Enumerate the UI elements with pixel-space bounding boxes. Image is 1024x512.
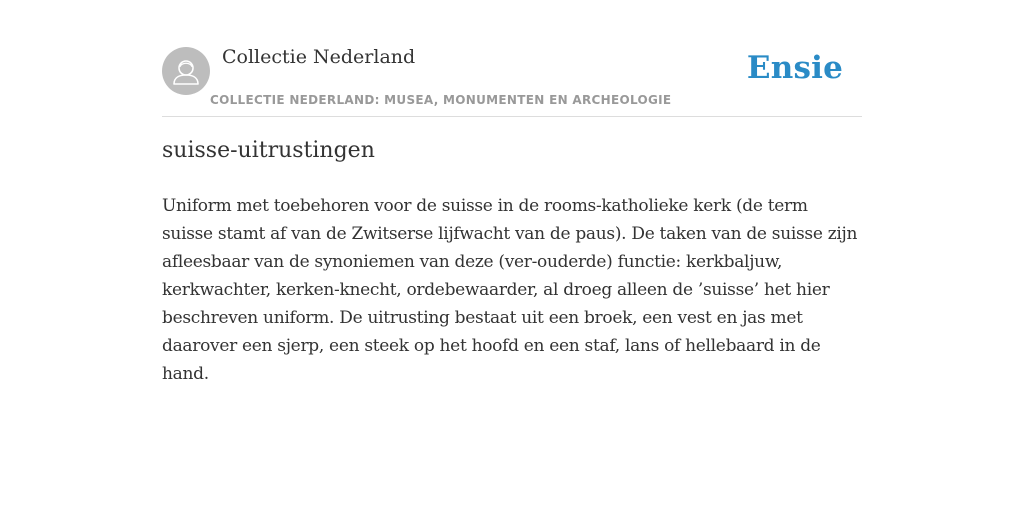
entry-body: Uniform met toebehoren voor de suisse in de rooms-katholieke kerk (de term suisse stamt af van de Zwitserse lijfwacht van de paus). De taken van de suisse zijn afleesbaar van de synoniemen van deze (ver-ouderde) functie: kerkbaljuw, kerkwachter, kerken-knecht, ordebewaarder, al droeg alleen de ’suisse’ het hier beschreven uniform. De uitrusting bestaat uit een broek, een vest en jas met daarover een sjerp, een steek op het hoofd en een staf, lans of hellebaard in de hand. [162,196,858,384]
ensie-logo[interactable]: Ensie [746,50,843,86]
avatar[interactable] [162,47,210,95]
collection-link[interactable]: COLLECTIE NEDERLAND: MUSEA, MONUMENTEN EN ARCHEOLOGIE [210,93,672,107]
entry-title: suisse-uitrustingen [162,138,375,163]
entry-header [162,44,862,117]
author-name[interactable]: Collectie Nederland [222,46,416,68]
user-icon [162,47,210,95]
